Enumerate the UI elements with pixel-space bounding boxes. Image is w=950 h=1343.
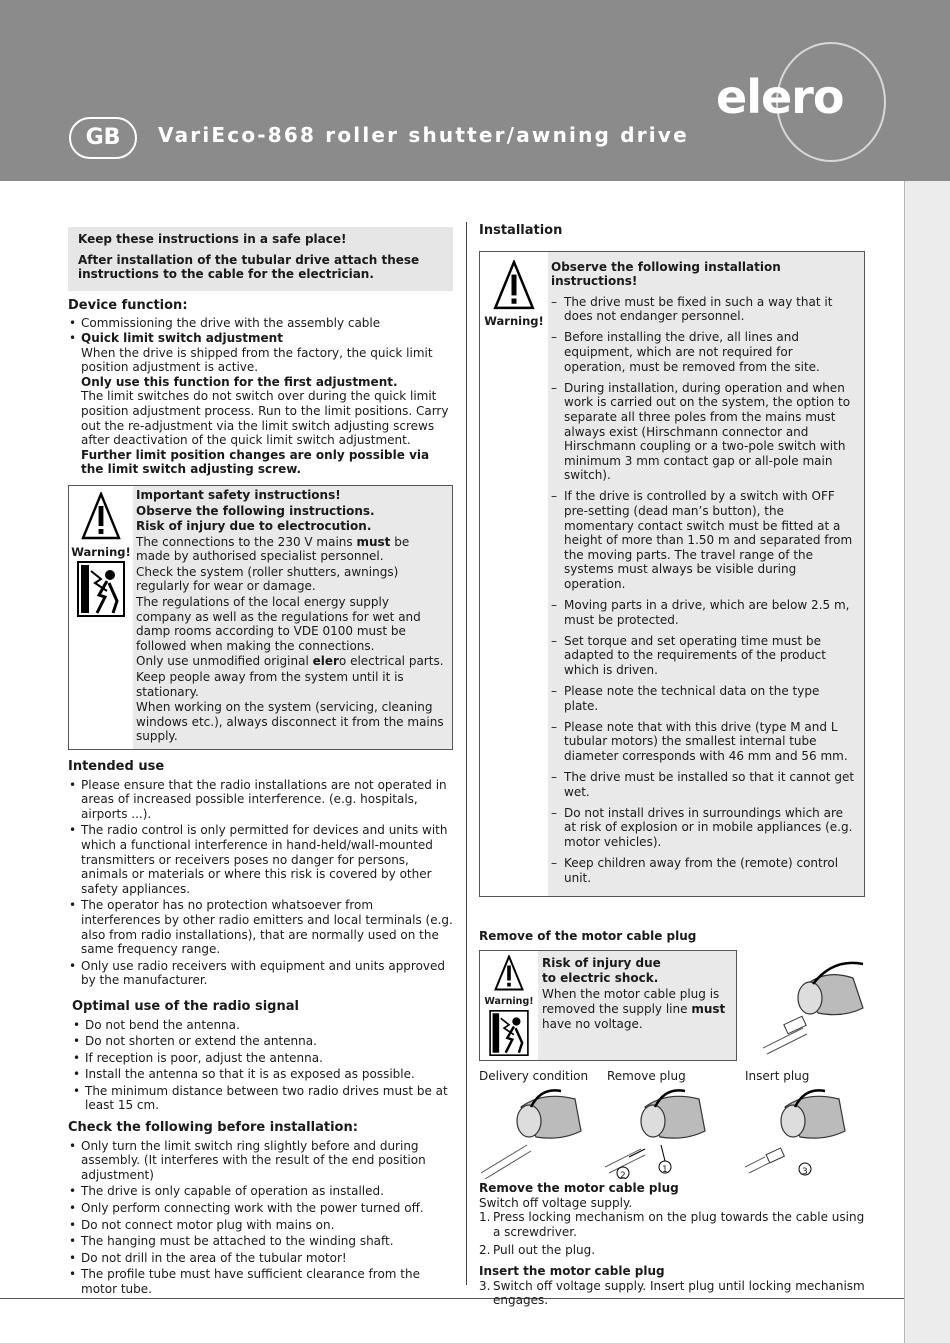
list-item: • If reception is poor, adjust the antenna.: [72, 1051, 453, 1066]
warning-side: [480, 951, 538, 1060]
plug-warning-box: [479, 950, 737, 1061]
list-item: – Please note that with this drive (type M and L tubular motors) the smallest internal tube diameter corresponds with 46 mm and 56 mm.: [551, 720, 856, 764]
step-text: Pull out the plug.: [493, 1243, 596, 1258]
quick-limit-bold-1: Only use this function for the first adjustment.: [81, 374, 398, 389]
radio-list: [68, 1018, 453, 1114]
safety-text: [133, 486, 452, 749]
step-text: Press locking mechanism on the plug towards the cable using a screwdriver.: [493, 1210, 865, 1239]
remove-plug-illustration: [605, 1087, 715, 1179]
quick-limit-para-2: The limit switches do not switch over during the quick limit position adjustment process. Run to the limit positions. Carry out the re-adjustment via the limit switch adjusting screws after deactivation of the quick limit switch adjustment.: [81, 389, 449, 448]
list-item: • The radio control is only permitted for devices and units with which a functional interference in hand-held/wall-mounted transmitters or receivers poses no danger for persons, animals or materials or where this risk is covered by other safety appliances.: [68, 823, 453, 896]
left-column: [68, 227, 453, 1299]
list-item: – Set torque and set operating time must be adapted to the requirements of the product which is driven.: [551, 634, 856, 678]
installation-heading: Installation: [479, 223, 563, 238]
notice-line-2: After installation of the tubular drive attach these instructions to the cable for the electrician.: [78, 252, 420, 282]
right-column: [479, 222, 865, 1312]
motor-plug-illustration: [763, 958, 873, 1058]
safety-para-3: The regulations of the local energy supply company as well as the regulations for wet and damp rooms according to VDE 0100 must be followed when making the connections.: [136, 595, 421, 653]
notice-line-1: Keep these instructions in a safe place!: [78, 232, 347, 246]
country-badge: GB: [69, 117, 137, 159]
warning-label: Warning!: [484, 995, 534, 1007]
delivery-illustration: [481, 1087, 591, 1179]
safety-para-6: When working on the system (servicing, cleaning windows etc.), always disconnect it from the mains supply.: [136, 700, 444, 744]
insert-heading: Insert the motor cable plug: [479, 1264, 665, 1278]
warning-triangle-icon: [81, 492, 121, 540]
step-number: 1.: [479, 1210, 491, 1225]
safety-title-1: Important safety instructions!: [136, 487, 341, 502]
quick-limit-bold-2: Further limit position changes are only possible via the limit switch adjusting screw.: [81, 447, 430, 477]
safety-para-2: Check the system (roller shutters, awnings) regularly for wear or damage.: [136, 564, 399, 594]
plug-illustrations: [479, 1069, 865, 1182]
list-item: – The drive must be installed so that it cannot get wet.: [551, 770, 856, 799]
quick-limit-text: [81, 346, 453, 477]
safety-warning-box: [68, 485, 453, 750]
warning-side: [480, 252, 548, 896]
remove-steps: [479, 1210, 865, 1258]
caption-insert: Insert plug: [745, 1069, 810, 1084]
check-heading: Check the following before installation:: [68, 1120, 358, 1136]
list-item: • Do not drill in the area of the tubular motor!: [68, 1251, 453, 1266]
text-run-bold: must: [356, 534, 391, 549]
list-item: • The profile tube must have sufficient clearance from the motor tube.: [68, 1267, 453, 1296]
caption-delivery: Delivery condition: [479, 1069, 589, 1084]
text-run: o electrical parts.: [338, 654, 444, 669]
list-item: • Only perform connecting work with the power turned off.: [68, 1201, 453, 1216]
installation-box: [479, 251, 865, 897]
check-list: [68, 1139, 453, 1297]
caption-remove: Remove plug: [607, 1069, 686, 1084]
installation-text: [548, 252, 864, 896]
text-run: have no voltage.: [542, 1016, 643, 1031]
document-title: VariEco-868 roller shutter/awning drive: [158, 123, 689, 147]
insert-steps: [479, 1279, 865, 1308]
device-function-heading: Device function:: [68, 297, 188, 313]
list-item: [479, 1210, 865, 1239]
step-number-1: 1: [662, 1165, 668, 1176]
list-item: • Only turn the limit switch ring slightly before and during assembly. (It interferes with the result of the end position adjustment): [68, 1139, 453, 1183]
safety-para-1: [136, 535, 446, 564]
plug-heading: Remove of the motor cable plug: [479, 928, 697, 943]
intended-use-list: [68, 778, 453, 988]
list-item: – Do not install drives in surroundings which are at risk of explosion or in mobile appliances (e.g. motor vehicles).: [551, 806, 856, 850]
safety-title-3: Risk of injury due to electrocution.: [136, 519, 372, 534]
plug-text: [542, 987, 732, 1031]
device-function-list: [68, 316, 453, 477]
remove-heading: Remove the motor cable plug: [479, 1181, 679, 1196]
list-item: – The drive must be fixed in such a way that it does not endanger personnel.: [551, 295, 856, 324]
text-run-bold: must: [691, 1002, 726, 1017]
list-item: [479, 1279, 865, 1308]
notice-box: [68, 227, 453, 291]
list-item: – Moving parts in a drive, which are below 2.5 m, must be protected.: [551, 598, 856, 627]
text-run: When the motor cable plug is removed the supply line: [542, 987, 720, 1017]
step-text: Switch off voltage supply. Insert plug until locking mechanism engages.: [493, 1278, 865, 1308]
list-item: • The operator has no protection whatsoever from interferences by other radio emitters and local terminals (e.g. also from radio installations), that are normally used on the same frequency range.: [68, 898, 453, 956]
warning-side: [69, 486, 133, 749]
list-item: – During installation, during operation and when work is carried out on the system, the option to separate all three poles from the mains must always exist (Hirschmann connector and Hirschmann coupling or a two-pole switch with minimum 3 mm contact gap or all-pole main switch).: [551, 381, 856, 483]
brand-logo: elero: [716, 70, 844, 124]
list-item: • Do not connect motor plug with mains on.: [68, 1218, 453, 1233]
text-run: be made by authorised specialist personnel.: [136, 534, 410, 564]
step-number-2: 2: [620, 1171, 626, 1182]
warning-label: Warning!: [71, 544, 131, 559]
list-item: – Please note the technical data on the type plate.: [551, 684, 856, 713]
quick-limit-para-1: When the drive is shipped from the factory, the quick limit position adjustment is active.: [81, 345, 433, 375]
list-item: [479, 1243, 865, 1258]
list-item: • The minimum distance between two radio drives must be at least 15 cm.: [72, 1084, 453, 1113]
installation-list: [551, 295, 856, 885]
right-margin-bar: [904, 181, 950, 1343]
list-item: • The hanging must be attached to the winding shaft.: [68, 1234, 453, 1249]
list-item: • The drive is only capable of operation as installed.: [68, 1184, 453, 1199]
intended-use-heading: Intended use: [68, 759, 165, 774]
list-item: – Before installing the drive, all lines and equipment, which are not required for operation, must be removed from the site.: [551, 330, 856, 374]
list-item: – If the drive is controlled by a switch with OFF pre-setting (dead man’s button), the momentary contact switch must be fitted at a height of more than 1.50 m and separated from the moving parts. The travel range of the systems must always be visible during operation.: [551, 489, 856, 591]
electric-shock-icon: [489, 1010, 529, 1056]
safety-para-4: [136, 654, 446, 669]
step-number-3: 3: [802, 1167, 808, 1178]
list-item: • Only use radio receivers with equipment and units approved by the manufacturer.: [68, 959, 453, 988]
text-run-bold: eler: [312, 654, 339, 669]
plug-risk: Risk of injury due to electric shock.: [542, 956, 661, 985]
electric-shock-icon: [77, 561, 125, 617]
installation-intro: Observe the following installation instructions!: [551, 259, 781, 289]
column-divider: [466, 222, 467, 1285]
radio-heading: Optimal use of the radio signal: [72, 998, 299, 1014]
quick-limit-title: Quick limit switch adjustment: [81, 330, 283, 345]
safety-title-2: Observe the following instructions.: [136, 503, 375, 518]
text-run: The connections to the 230 V mains: [136, 534, 357, 549]
insert-plug-illustration: [745, 1087, 855, 1179]
list-item: [68, 331, 453, 477]
text-run: Only use unmodified original: [136, 654, 313, 669]
warning-label: Warning!: [484, 314, 544, 329]
safety-para-5: Keep people away from the system until it is stationary.: [136, 670, 404, 699]
list-item: • Do not bend the antenna.: [72, 1018, 453, 1033]
header-band: [0, 0, 950, 181]
list-item: – Keep children away from the (remote) control unit.: [551, 856, 856, 885]
remove-intro: Switch off voltage supply.: [479, 1195, 633, 1210]
list-item: • Install the antenna so that it is as exposed as possible.: [72, 1067, 453, 1082]
step-number: 2.: [479, 1243, 491, 1258]
warning-triangle-icon: [494, 955, 524, 991]
list-item: • Do not shorten or extend the antenna.: [72, 1034, 453, 1049]
list-item: • Please ensure that the radio installations are not operated in areas of increased possible interference. (e.g. hospitals, airports ...).: [68, 778, 453, 822]
step-number: 3.: [479, 1278, 491, 1293]
plug-warning-text: [538, 951, 736, 1060]
list-item: • Commissioning the drive with the assembly cable: [68, 316, 453, 331]
warning-triangle-icon: [493, 260, 535, 310]
